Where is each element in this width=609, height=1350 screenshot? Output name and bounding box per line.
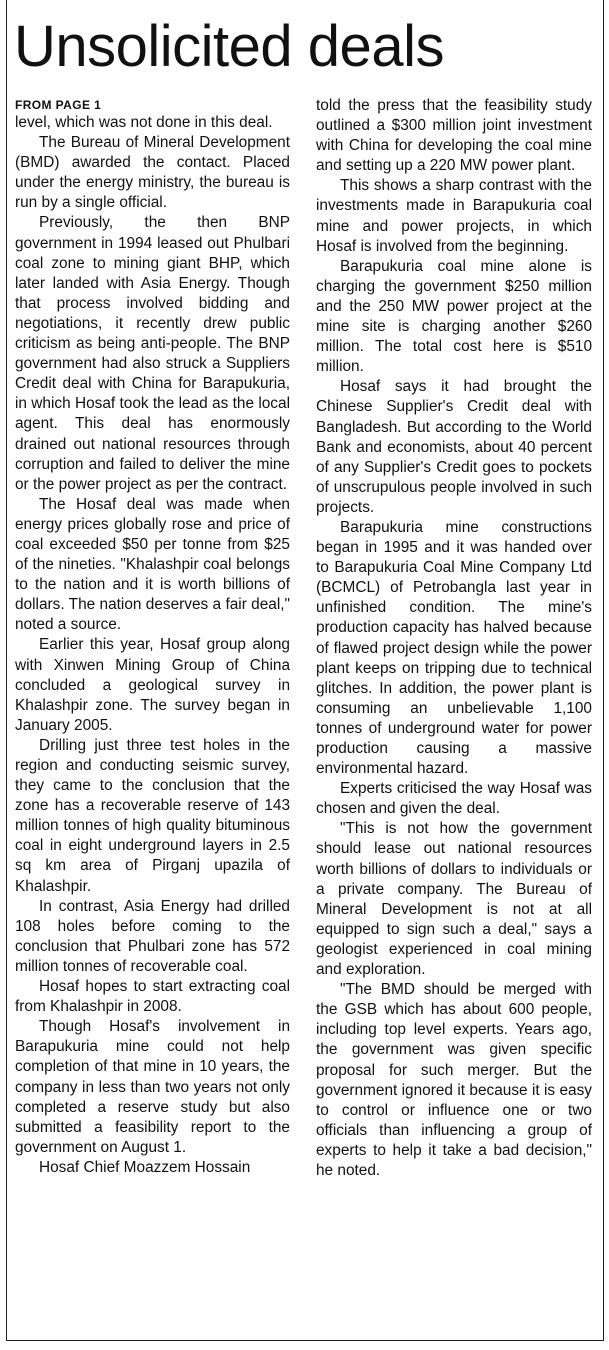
- paragraph: Hosaf says it had brought the Chinese Supplier's Credit deal with Bangladesh. But according to the World Bank and economists, about 40 percent of any Supplier's Credit goes to pockets of unscrupulous people involved in such projects.: [316, 378, 592, 516]
- paragraph: told the press that the feasibility study outlined a $300 million joint investment with China for developing the coal mine and setting up a 220 MW power plant.: [316, 97, 592, 175]
- paragraph: The Bureau of Mineral Development (BMD) awarded the contact. Placed under the energy ministry, the bureau is run by a single official.: [15, 134, 290, 212]
- column-rule-left: [6, 0, 7, 1340]
- paragraph: This shows a sharp contrast with the investments made in Barapukuria coal mine and power projects, in which Hosaf is involved from the beginning.: [316, 177, 592, 255]
- paragraph: level, which was not done in this deal.: [15, 114, 273, 131]
- paragraph: Though Hosaf's involvement in Barapukuria mine could not help completion of that mine in 10 years, the company in less than two years not only completed a reserve study but also submitted a feasibility report to the government on August 1.: [15, 1018, 290, 1156]
- article-column-right: [316, 96, 592, 1181]
- paragraph: Barapukuria mine constructions began in 1995 and it was handed over to Barapukuria Coal Mine Company Ltd (BCMCL) of Petrobangla last year in unfinished condition. The mine's production capacity has halved because of flawed project design while the power plant keeps on tripping due to technical glitches. In addition, the power plant is consuming an unbelievable 1,100 tonnes of underground water for power production causing a massive environmental hazard.: [316, 518, 592, 778]
- paragraph: In contrast, Asia Energy had drilled 108 holes before coming to the conclusion that Phulbari zone has 572 million tonnes of recoverable coal.: [15, 897, 290, 975]
- column-rule-right: [603, 0, 604, 1340]
- jump-label: FROM PAGE 1: [15, 98, 102, 112]
- paragraph: Barapukuria coal mine alone is charging the government $250 million and the 250 MW power project at the mine site is charging another $260 million. The total cost here is $510 million.: [316, 257, 592, 376]
- paragraph: Earlier this year, Hosaf group along with Xinwen Mining Group of China concluded a geological survey in Khalashpir zone. The survey began in January 2005.: [15, 636, 290, 734]
- paragraph: Hosaf hopes to start extracting coal from Khalashpir in 2008.: [15, 978, 290, 1016]
- article-column-left: [15, 96, 290, 1178]
- paragraph: The Hosaf deal was made when energy prices globally rose and price of coal exceeded $50 per tonne from $25 of the nineties. "Khalashpir coal belongs to the nation and it is worth billions of dollars. The nation deserves a fair deal," noted a source.: [15, 495, 290, 634]
- paragraph: Previously, the then BNP government in 1994 leased out Phulbari coal zone to mining giant BHP, which later landed with Asia Energy. Though that process involved bidding and negotiations, it recently drew public criticism as being anti-people. The BNP government had also struck a Suppliers Credit deal with China for Barapukuria, in which Hosaf took the lead as the local agent. This deal has enormously drained out national resources through corruption and failed to deliver the mine or the power project as per the contract.: [15, 214, 290, 493]
- bottom-rule: [6, 1340, 604, 1341]
- headline: Unsolicited deals: [14, 14, 444, 79]
- paragraph: Experts criticised the way Hosaf was chosen and given the deal.: [316, 780, 592, 818]
- paragraph: "The BMD should be merged with the GSB which has about 600 people, including top level experts. Years ago, the government was given specific proposal for such merger. But the government ignored it because it is easy to control or influence one or two officials than influencing a group of experts to help it take a bad decision," he noted.: [316, 981, 592, 1179]
- paragraph: "This is not how the government should lease out national resources worth billions of dollars to individuals or a private company. The Bureau of Mineral Development is not at all equipped to sign such a deal," says a geologist experienced in coal mining and exploration.: [316, 820, 592, 979]
- paragraph: Hosaf Chief Moazzem Hossain: [39, 1158, 251, 1176]
- paragraph: Drilling just three test holes in the region and conducting seismic survey, they came to the conclusion that the zone has a recoverable reserve of 143 million tonnes of high quality bituminous coal in eight underground layers in 2.5 sq km area of Pirganj upazila of Khalashpir.: [15, 736, 290, 895]
